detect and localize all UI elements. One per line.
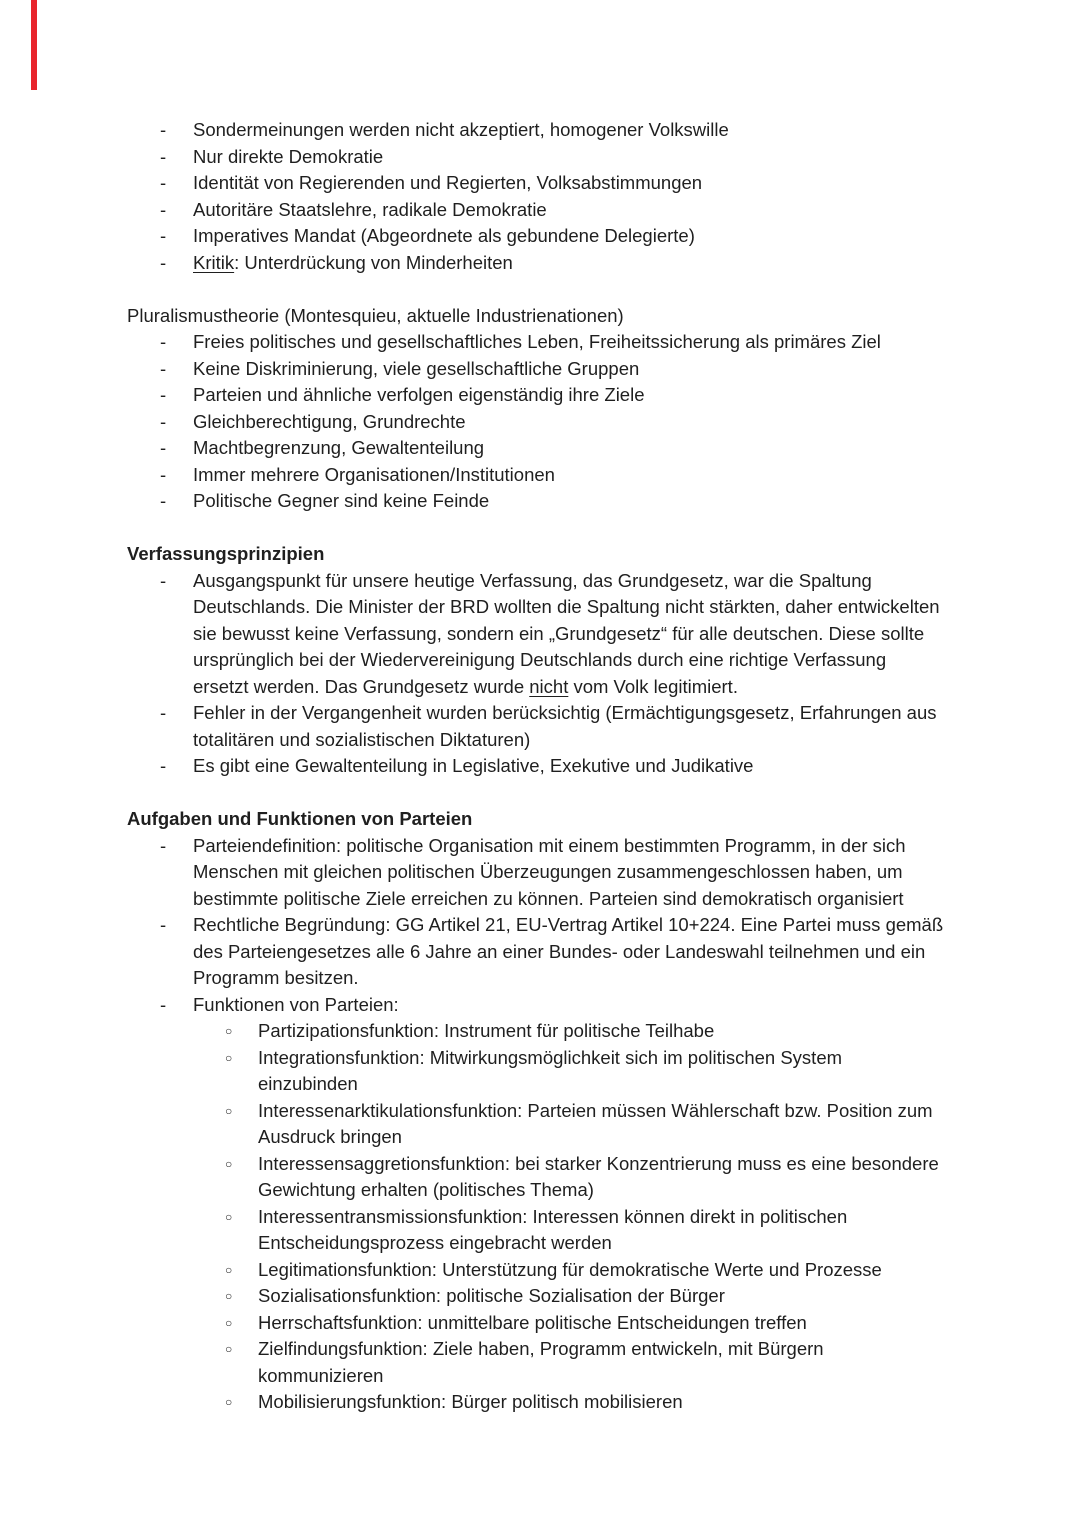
section-verfassungsprinzipien xyxy=(127,541,945,780)
section-aufgaben-funktionen-parteien xyxy=(127,806,945,1416)
list-item-text: Politische Gegner sind keine Feinde xyxy=(193,490,490,511)
sub-list-item-text: Zielfindungsfunktion: Ziele haben, Programm entwickeln, mit Bürgern kommunizieren xyxy=(258,1338,824,1386)
dash-bullet: - xyxy=(160,993,167,1015)
circle-bullet: ○ xyxy=(225,1395,233,1409)
dash-bullet: - xyxy=(160,755,167,776)
dash-bullet: - xyxy=(160,331,167,352)
sub-list-item-text: Herrschaftsfunktion: unmittelbare politische Entscheidungen treffen xyxy=(258,1311,807,1333)
circle-bullet: ○ xyxy=(225,1050,233,1065)
list-item xyxy=(127,329,945,356)
sub-list-item-text: Sozialisationsfunktion: politische Sozialisation der Bürger xyxy=(258,1285,725,1306)
dash-bullet: - xyxy=(160,914,167,935)
list-item xyxy=(127,833,945,913)
circle-bullet: ○ xyxy=(225,1342,233,1356)
list-item-text: Es gibt eine Gewaltenteilung in Legislative, Exekutive und Judikative xyxy=(193,755,754,776)
list-item xyxy=(127,382,945,409)
sub-list-item-text: Integrationsfunktion: Mitwirkungsmöglichkeit sich im politischen System einzubinden xyxy=(258,1046,843,1094)
sub-list-item-text: Interessentransmissionsfunktion: Interessen können direkt in politischen Entscheidungsprozess eingebracht werden xyxy=(258,1205,848,1253)
circle-bullet: ○ xyxy=(225,1262,233,1277)
list-item xyxy=(127,170,945,197)
list-item-text: Identität von Regierenden und Regierten, Volksabstimmungen xyxy=(193,172,703,193)
dash-bullet: - xyxy=(160,463,167,485)
section-heading: Pluralismustheorie (Montesquieu, aktuelle Industrienationen) xyxy=(127,304,624,326)
sub-list-item xyxy=(127,1098,945,1151)
dash-bullet: - xyxy=(160,437,167,458)
list-item-text: Funktionen von Parteien: xyxy=(193,993,399,1015)
list-item-text: Autoritäre Staatslehre, radikale Demokratie xyxy=(193,198,547,220)
list-item-text: Machtbegrenzung, Gewaltenteilung xyxy=(193,437,485,458)
list-item xyxy=(127,700,945,753)
document-content xyxy=(127,117,945,1416)
underlined-term: nicht xyxy=(529,675,569,697)
list-item xyxy=(127,488,945,515)
sub-list-item xyxy=(127,1336,945,1389)
list-item-text: Fehler in der Vergangenheit wurden berücksichtig (Ermächtigungsgesetz, Erfahrungen aus totalitären und sozialistischen Diktaturen) xyxy=(193,702,937,750)
section-heading: Verfassungsprinzipien xyxy=(127,543,325,564)
list-item xyxy=(127,117,945,144)
list-item-text: Immer mehrere Organisationen/Institutionen xyxy=(193,463,555,485)
list-item xyxy=(127,568,945,701)
sub-list-item xyxy=(127,1018,945,1045)
circle-bullet: ○ xyxy=(225,1024,233,1038)
dash-bullet: - xyxy=(160,410,167,432)
list-item-text-rest: : Unterdrückung von Minderheiten xyxy=(234,251,513,273)
sub-list-item-text: Mobilisierungsfunktion: Bürger politisch mobilisieren xyxy=(258,1391,683,1412)
dash-bullet: - xyxy=(160,145,167,167)
list-item-text: Nur direkte Demokratie xyxy=(193,145,384,167)
list-item-text: Gleichberechtigung, Grundrechte xyxy=(193,410,466,432)
list-item xyxy=(127,912,945,992)
section-heading: Aufgaben und Funktionen von Parteien xyxy=(127,808,473,829)
dash-bullet: - xyxy=(160,702,167,723)
dash-bullet: - xyxy=(160,198,167,220)
circle-bullet: ○ xyxy=(225,1209,233,1224)
list-item xyxy=(127,409,945,436)
list-item-text-rest: vom Volk legitimiert. xyxy=(568,675,738,697)
circle-bullet: ○ xyxy=(225,1289,233,1303)
dash-bullet: - xyxy=(160,251,167,273)
list-item-text: Imperatives Mandat (Abgeordnete als gebundene Delegierte) xyxy=(193,225,695,246)
list-item xyxy=(127,435,945,462)
list-item-text: Parteiendefinition: politische Organisation mit einem bestimmten Programm, in der sich Menschen mit gleichen politischen Überzeugungen zusammengeschlossen haben, um bestimmte politische Ziele erreichen zu können. Parteien sind demokratisch organisiert xyxy=(193,834,906,909)
sub-list-item xyxy=(127,1204,945,1257)
sub-list-item-text: Interessenarktikulationsfunktion: Parteien müssen Wählerschaft bzw. Position zum Ausdruck bringen xyxy=(258,1099,933,1147)
list-item xyxy=(127,356,945,383)
list-item-text xyxy=(193,250,945,277)
section-identitaetstheorie-merkmale xyxy=(127,117,945,276)
sub-list-item xyxy=(127,1045,945,1098)
sub-list-item xyxy=(127,1151,945,1204)
list-item xyxy=(127,753,945,780)
dash-bullet: - xyxy=(160,357,167,379)
list-item-text: Freies politisches und gesellschaftliches Leben, Freiheitssicherung als primäres Ziel xyxy=(193,331,881,352)
sub-list-item-text: Partizipationsfunktion: Instrument für politische Teilhabe xyxy=(258,1020,715,1041)
section-pluralismustheorie xyxy=(127,303,945,515)
dash-bullet: - xyxy=(160,119,167,140)
list-item xyxy=(127,992,945,1019)
sub-list-item-text: Legitimationsfunktion: Unterstützung für demokratische Werte und Prozesse xyxy=(258,1258,882,1280)
sub-list-item xyxy=(127,1257,945,1284)
red-accent-bar xyxy=(31,0,37,90)
sub-list-item-text: Interessensaggretionsfunktion: bei starker Konzentrierung muss es eine besondere Gewichtung erhalten (politisches Thema) xyxy=(258,1152,939,1200)
dash-bullet: - xyxy=(160,834,167,856)
list-item xyxy=(127,462,945,489)
sub-list-item xyxy=(127,1389,945,1416)
list-item xyxy=(127,144,945,171)
list-item xyxy=(127,197,945,224)
dash-bullet: - xyxy=(160,384,167,405)
sub-list-item xyxy=(127,1310,945,1337)
circle-bullet: ○ xyxy=(225,1315,233,1330)
list-item-text: Sondermeinungen werden nicht akzeptiert, homogener Volkswille xyxy=(193,119,729,140)
sub-list-item xyxy=(127,1283,945,1310)
dash-bullet: - xyxy=(160,225,167,246)
circle-bullet: ○ xyxy=(225,1156,233,1171)
underlined-term: Kritik xyxy=(193,251,235,273)
list-item-text-pre: Ausgangspunkt für unsere heutige Verfassung, das Grundgesetz, war die Spaltung Deutschlands. Die Minister der BRD wollten die Spaltung nicht stärkten, daher entwickelten sie bewusst keine Verfassung, sondern ein „Grundgesetz“ für alle deutschen. Diese sollte ursprünglich bei der Wiedervereinigung Deutschlands durch eine richtige Verfassung ersetzt werden. Das Grundgesetz wurde xyxy=(193,569,940,697)
list-item xyxy=(127,250,945,277)
list-item-text xyxy=(193,568,945,701)
list-item-text: Parteien und ähnliche verfolgen eigenständig ihre Ziele xyxy=(193,384,645,405)
dash-bullet: - xyxy=(160,569,167,591)
list-item xyxy=(127,223,945,250)
list-item-text: Rechtliche Begründung: GG Artikel 21, EU-Vertrag Artikel 10+224. Eine Partei muss gemäß des Parteiengesetzes alle 6 Jahre an einer Bundes- oder Landeswahl teilnehmen und ein Programm besitzen. xyxy=(193,914,944,988)
dash-bullet: - xyxy=(160,172,167,193)
list-item-text: Keine Diskriminierung, viele gesellschaftliche Gruppen xyxy=(193,357,640,379)
dash-bullet: - xyxy=(160,490,167,511)
circle-bullet: ○ xyxy=(225,1103,233,1118)
